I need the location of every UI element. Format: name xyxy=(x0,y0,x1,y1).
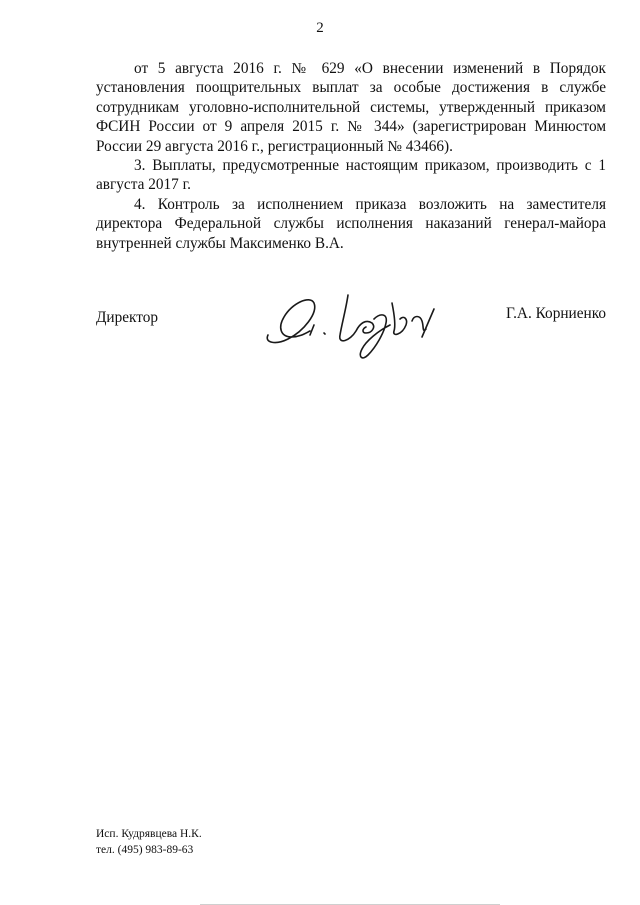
signature-block xyxy=(96,305,606,375)
paragraph-item-4: 4. Контроль за исполнением приказа возложить на заместителя директора Федеральной службы исполнения наказаний генерал-майора внутренней службы Максименко В.А. xyxy=(96,195,606,252)
document-body xyxy=(96,59,606,253)
page-number: 2 xyxy=(316,20,324,36)
paragraph-item-3: 3. Выплаты, предусмотренные настоящим приказом, производить с 1 августа 2017 г. xyxy=(96,157,606,194)
executor-phone: тел. (495) 983-89-63 xyxy=(96,844,194,856)
executor-footer xyxy=(96,826,202,858)
signer-position: Директор xyxy=(96,309,159,326)
handwritten-signature xyxy=(262,273,452,363)
signer-name: Г.А. Корниенко xyxy=(505,305,606,322)
paragraph-continuation: от 5 августа 2016 г. № 629 «О внесении изменений в Порядок установления поощрительных выплат за особые достижения в службе сотрудникам уголовно-исполнительной системы, утвержденный приказом ФСИН России от 9 апреля 2015 г. № 344» (зарегистрирован Минюстом России 29 августа 2016 г., регистрационный № 43466). xyxy=(96,60,606,155)
executor-name: Исп. Кудрявцева Н.К. xyxy=(96,828,202,840)
